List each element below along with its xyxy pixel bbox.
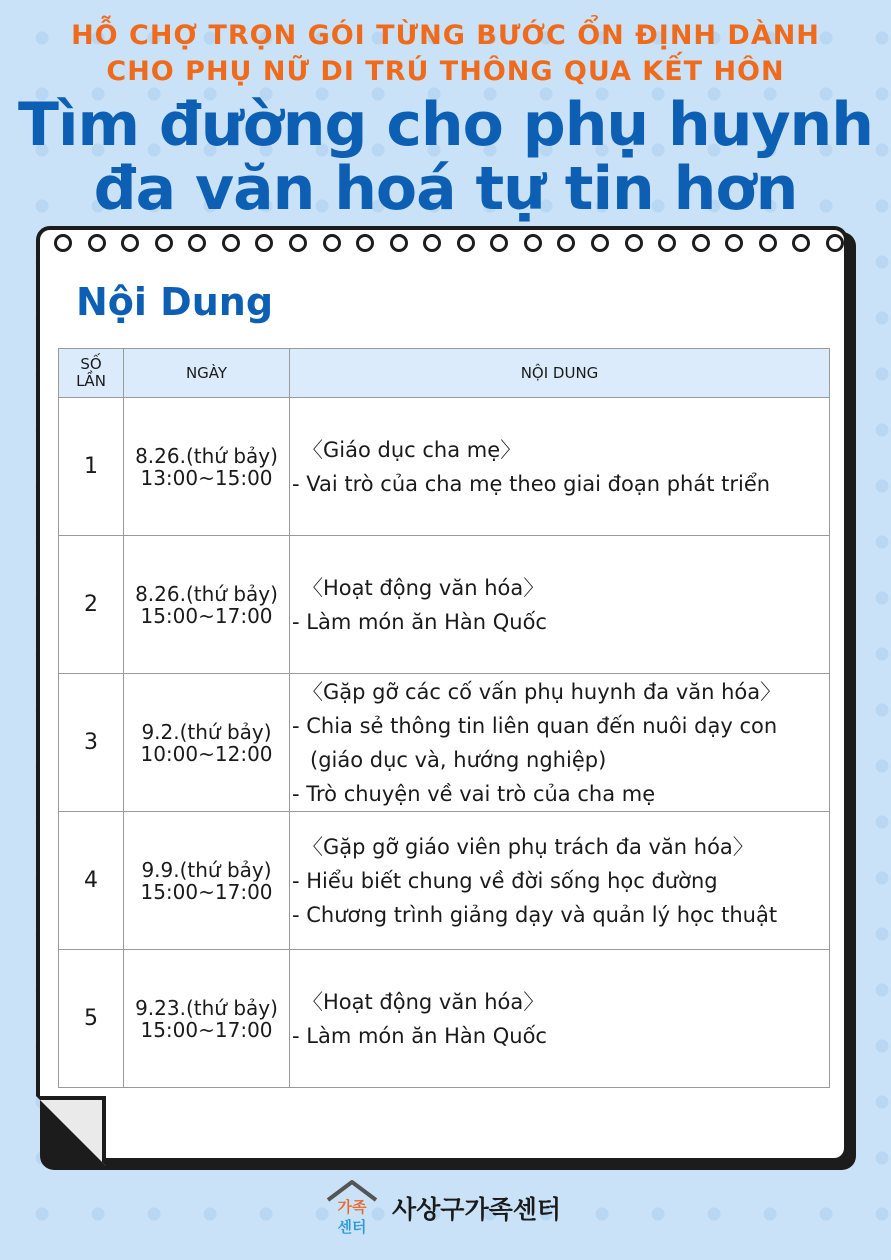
binding-ring: [658, 234, 676, 252]
family-center-logo: [322, 1178, 382, 1238]
binding-ring: [692, 234, 710, 252]
row-content-heading: 〈Gặp gỡ các cố vấn phụ huynh đa văn hóa〉: [302, 679, 782, 704]
spiral-rings: [54, 234, 844, 252]
binding-ring: [121, 234, 139, 252]
table-row: [59, 398, 830, 536]
table-row: [59, 812, 830, 950]
binding-ring: [390, 234, 408, 252]
row-date-day: 8.26.(thứ bảy): [135, 581, 278, 606]
header-date: NGÀY: [124, 349, 290, 398]
schedule-table: [58, 348, 830, 1088]
binding-ring: [457, 234, 475, 252]
binding-ring: [725, 234, 743, 252]
row-date-time: 10:00~12:00: [140, 741, 273, 766]
row-content-line: - Làm món ăn Hàn Quốc: [292, 609, 547, 634]
binding-ring: [88, 234, 106, 252]
row-content-line: - Trò chuyện về vai trò của cha mẹ: [292, 781, 656, 806]
binding-ring: [759, 234, 777, 252]
row-content-line: - Chương trình giảng dạy và quản lý học thuật: [292, 902, 778, 927]
row-content-line: - Làm món ăn Hàn Quốc: [292, 1023, 547, 1048]
subtitle-line-1: HỖ CHỢ TRỌN GÓI TỪNG BƯỚC ỔN ĐỊNH DÀNH: [71, 20, 820, 51]
row-content-heading: 〈Giáo dục cha mẹ〉: [302, 437, 522, 462]
row-date-time: 15:00~17:00: [140, 1017, 273, 1042]
binding-ring: [54, 234, 72, 252]
row-date-day: 9.23.(thứ bảy): [135, 995, 278, 1020]
table-row: [59, 950, 830, 1088]
binding-ring: [490, 234, 508, 252]
row-date-day: 9.2.(thứ bảy): [141, 719, 272, 744]
row-content: [290, 950, 830, 1088]
logo-text-top: 가족: [337, 1198, 367, 1216]
header-num-line2: LẦN: [76, 372, 106, 390]
row-content-heading: 〈Gặp gỡ giáo viên phụ trách đa văn hóa〉: [302, 834, 754, 859]
row-content-heading: 〈Hoạt động văn hóa〉: [302, 575, 545, 600]
row-date-day: 8.26.(thứ bảy): [135, 443, 278, 468]
binding-ring: [155, 234, 173, 252]
table-row: [59, 536, 830, 674]
header-num: [59, 349, 124, 398]
row-date: [124, 398, 290, 536]
row-date: [124, 536, 290, 674]
footer: [322, 1178, 561, 1238]
binding-ring: [323, 234, 341, 252]
binding-ring: [557, 234, 575, 252]
table-header-row: [59, 349, 830, 398]
binding-ring: [423, 234, 441, 252]
section-title: Nội Dung: [76, 280, 274, 324]
binding-ring: [524, 234, 542, 252]
row-date-time: 13:00~15:00: [140, 465, 273, 490]
row-date: [124, 950, 290, 1088]
org-name: 사상구가족센터: [392, 1195, 562, 1224]
row-num: 3: [59, 674, 124, 812]
binding-ring: [625, 234, 643, 252]
title-line-1: Tìm đường cho phụ huynh: [18, 90, 873, 160]
binding-ring: [356, 234, 374, 252]
binding-ring: [591, 234, 609, 252]
row-content: [290, 398, 830, 536]
house-logo-icon: [322, 1178, 382, 1238]
row-date: [124, 674, 290, 812]
row-content-line: (giáo dục và, hướng nghiệp): [310, 747, 607, 772]
logo-text-bottom: 센터: [337, 1218, 367, 1236]
binding-ring: [222, 234, 240, 252]
row-num: 2: [59, 536, 124, 674]
header-num-line1: SỐ: [80, 355, 102, 373]
binding-ring: [188, 234, 206, 252]
row-num: 5: [59, 950, 124, 1088]
row-num: 1: [59, 398, 124, 536]
row-date: [124, 812, 290, 950]
row-date-time: 15:00~17:00: [140, 879, 273, 904]
row-num: 4: [59, 812, 124, 950]
binding-ring: [792, 234, 810, 252]
binding-ring: [255, 234, 273, 252]
row-date-time: 15:00~17:00: [140, 603, 273, 628]
row-content-heading: 〈Hoạt động văn hóa〉: [302, 989, 545, 1014]
row-content-line: - Chia sẻ thông tin liên quan đến nuôi dạy con: [292, 713, 778, 738]
binding-ring: [289, 234, 307, 252]
row-content: [290, 536, 830, 674]
subtitle-line-2: CHO PHỤ NỮ DI TRÚ THÔNG QUA KẾT HÔN: [106, 56, 785, 87]
row-content: [290, 812, 830, 950]
row-content-line: - Vai trò của cha mẹ theo giai đoạn phát triển: [292, 471, 771, 496]
header-content: NỘI DUNG: [290, 349, 830, 398]
row-date-day: 9.9.(thứ bảy): [141, 857, 272, 882]
title-line-2: đa văn hoá tự tin hơn: [93, 154, 798, 224]
table-row: [59, 674, 830, 812]
row-content: [290, 674, 830, 812]
binding-ring: [826, 234, 844, 252]
row-content-line: - Hiểu biết chung về đời sống học đường: [292, 868, 718, 893]
